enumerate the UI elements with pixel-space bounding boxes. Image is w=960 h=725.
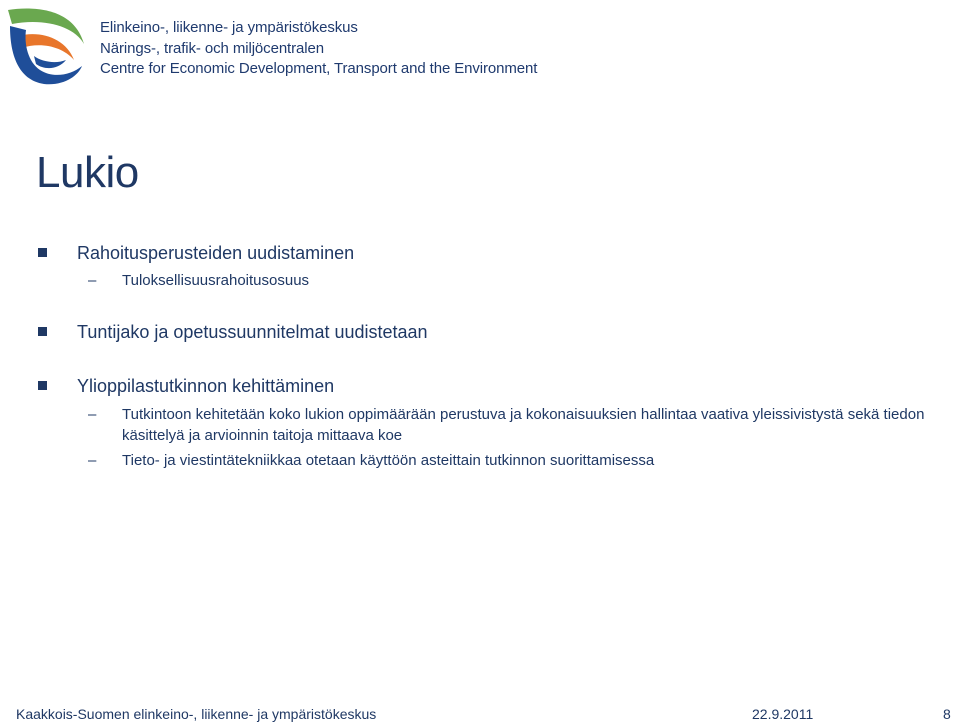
ely-centre-logo-icon xyxy=(4,4,86,86)
bullet-text: Rahoitusperusteiden uudistaminen xyxy=(77,243,355,263)
dash-bullet-icon: – xyxy=(88,406,97,423)
dash-bullet-icon: – xyxy=(88,452,97,469)
footer-organization: Kaakkois-Suomen elinkeino-, liikenne- ja ympäristökeskus xyxy=(16,706,377,722)
dash-bullet-icon: – xyxy=(88,272,97,289)
square-bullet-icon xyxy=(38,381,47,390)
sub-bullet-text: Tutkintoon kehitetään koko lukion oppimäärään perustuva ja kokonaisuuksien hallintaa vaativa yleissivistystä sekä tiedon käsittelyä ja arvioinnin taitoja mittaava koe xyxy=(122,406,925,444)
slide-footer xyxy=(0,706,960,725)
org-name-english: Centre for Economic Development, Transport and the Environment xyxy=(100,60,538,77)
square-bullet-icon xyxy=(38,248,47,257)
bullet-text: Ylioppilastutkinnon kehittäminen xyxy=(77,376,335,396)
bullet-text: Tuntijako ja opetussuunnitelmat uudistetaan xyxy=(77,322,428,342)
sub-bullet-text: Tieto- ja viestintätekniikkaa otetaan käyttöön asteittain tutkinnon suorittamisessa xyxy=(122,452,655,469)
sub-bullet-text: Tuloksellisuusrahoitusosuus xyxy=(122,272,310,289)
square-bullet-icon xyxy=(38,327,47,336)
org-name-swedish: Närings-, trafik- och miljöcentralen xyxy=(100,39,324,57)
slide-title: Lukio xyxy=(36,148,139,197)
org-name-finnish: Elinkeino-, liikenne- ja ympäristökeskus xyxy=(100,19,358,36)
page-number: 8 xyxy=(943,706,951,722)
slide-header xyxy=(0,0,960,95)
organization-names xyxy=(100,18,537,80)
footer-date: 22.9.2011 xyxy=(752,706,814,722)
